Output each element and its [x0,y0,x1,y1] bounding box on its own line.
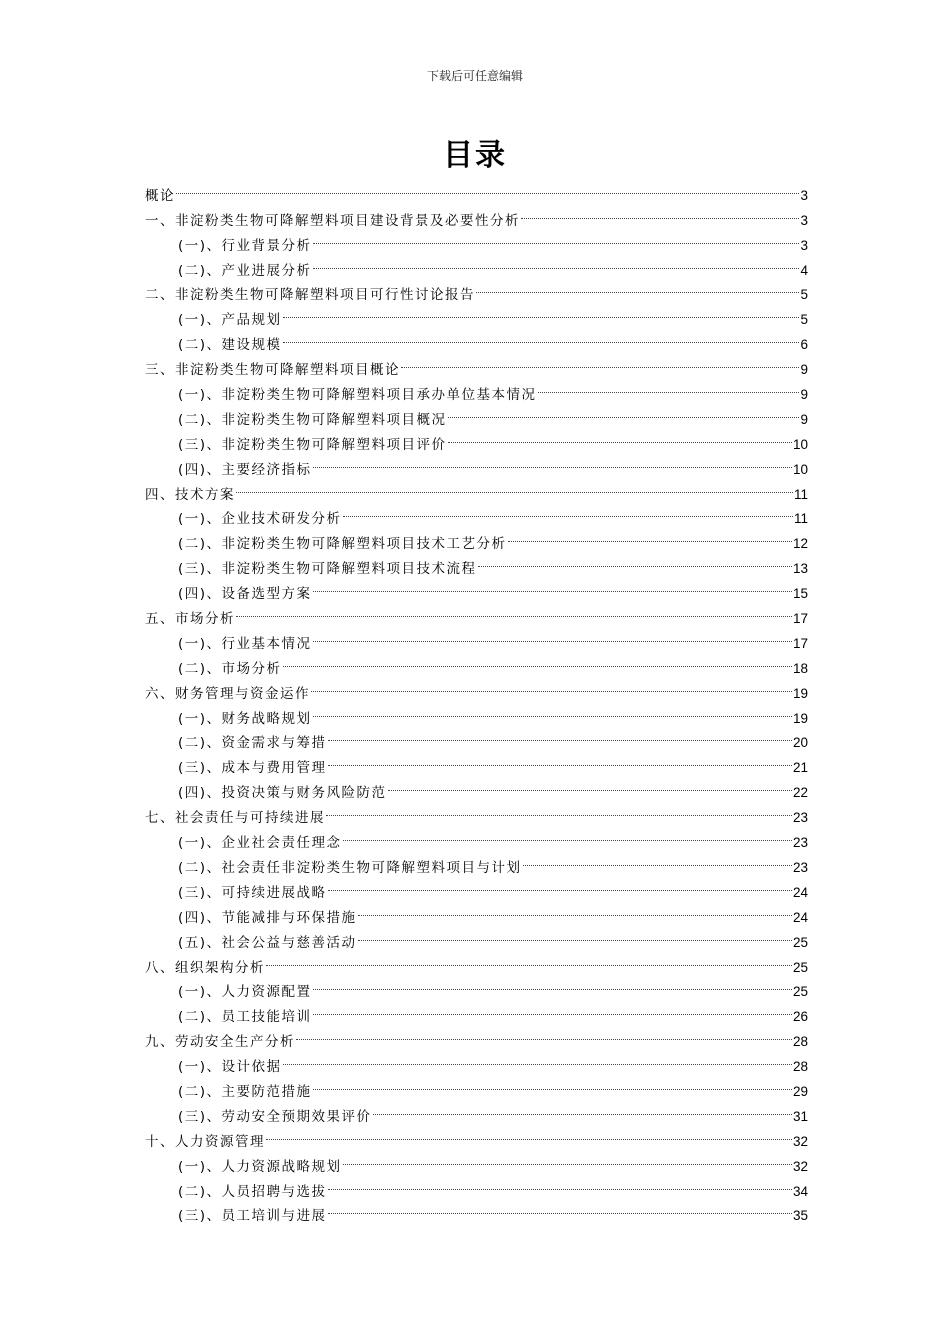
toc-entry-page-number: 9 [800,411,808,427]
toc-entry-page-number: 6 [800,337,808,353]
toc-dot-leader [313,989,792,1015]
toc-dot-leader [476,268,799,294]
toc-entry-label: (三)、可持续进展战略 [178,884,327,901]
toc-dot-leader [388,765,792,791]
toc-dot-leader [313,965,792,991]
toc-entry-page-number: 3 [800,212,808,228]
toc-entry-label: (二)、非淀粉类生物可降解塑料项目技术工艺分析 [178,536,507,553]
toc-dot-leader [508,516,792,542]
toc-dot-leader [358,890,792,916]
toc-dot-leader [313,442,792,468]
toc-dot-leader [283,641,792,667]
toc-dot-leader [328,865,792,891]
toc-entry-page-number: 19 [792,710,808,726]
toc-entry-label: 十、人力资源管理 [145,1133,265,1150]
page-header: 下载后可任意编辑 [426,69,523,83]
toc-dot-leader [521,193,799,219]
toc-dot-leader [313,218,800,244]
toc-entry-page-number: 28 [792,1059,808,1075]
toc-entry-label: (一)、产品规划 [178,312,282,329]
toc-dot-leader [266,940,792,966]
toc-entry-label: (二)、建设规模 [178,337,282,354]
toc-entry-page-number: 21 [792,760,808,776]
toc-entry-page-number: 35 [792,1208,808,1224]
table-of-contents [145,174,808,1225]
toc-entry-page-number: 5 [800,287,808,303]
toc-dot-leader [176,168,799,194]
toc-entry-label: (三)、劳动安全预期效果评价 [178,1108,372,1125]
toc-entry-label: 一、非淀粉类生物可降解塑料项目建设背景及必要性分析 [145,212,520,229]
toc-entry-label: (三)、成本与费用管理 [178,760,327,777]
toc-entry-page-number: 9 [800,387,808,403]
toc-entry-label: (二)、主要防范措施 [178,1083,312,1100]
toc-entry-page-number: 22 [792,785,808,801]
toc-entry-page-number: 9 [800,362,808,378]
toc-entry-page-number: 29 [792,1083,808,1099]
toc-dot-leader [283,1039,792,1065]
toc-entry-page-number: 23 [792,810,808,826]
toc-entry-page-number: 23 [792,835,808,851]
toc-entry-label: 二、非淀粉类生物可降解塑料项目可行性讨论报告 [145,287,475,304]
toc-entry-page-number: 10 [792,436,808,452]
toc-entry-label: (一)、设计依据 [178,1059,282,1076]
toc-entry-label: (一)、行业基本情况 [178,635,312,652]
toc-entry-page-number: 15 [792,586,808,602]
toc-entry-label: (四)、节能减排与环保措施 [178,909,357,926]
toc-entry-label: (一)、财务战略规划 [178,710,312,727]
toc-entry-label: (二)、资金需求与筹措 [178,735,327,752]
toc-dot-leader [448,392,800,418]
toc-entry-label: (二)、产业进展分析 [178,262,312,279]
toc-entry-page-number: 3 [800,237,808,253]
toc-dot-leader [283,317,800,343]
toc-entry-label: (四)、设备选型方案 [178,586,312,603]
toc-dot-leader [313,616,792,642]
toc-entry-page-number: 31 [792,1108,808,1124]
toc-entry-label: (一)、企业社会责任理念 [178,835,342,852]
toc-entry-label: 九、劳动安全生产分析 [145,1034,295,1051]
toc-dot-leader [313,691,792,717]
toc-dot-leader [343,492,793,518]
toc-entry-page-number: 17 [792,635,808,651]
toc-entry-label: (四)、主要经济指标 [178,461,312,478]
toc-entry-label: (五)、社会公益与慈善活动 [178,934,357,951]
toc-entry-label: (三)、员工培训与进展 [178,1208,327,1225]
toc-entry-page-number: 32 [792,1158,808,1174]
toc-dot-leader [311,666,792,692]
toc-dot-leader [328,1164,792,1190]
toc-entry-label: (四)、投资决策与财务风险防范 [178,785,387,802]
toc-entry-page-number: 13 [792,561,808,577]
toc-entry-label: (二)、市场分析 [178,660,282,677]
toc-dot-leader [326,790,792,816]
toc-dot-leader [343,1139,792,1165]
toc-dot-leader [313,566,792,592]
toc-entry-page-number: 17 [792,611,808,627]
toc-dot-leader [328,1189,792,1215]
toc-entry-page-number: 28 [792,1034,808,1050]
toc-dot-leader [328,740,792,766]
toc-entry-page-number: 3 [800,187,808,203]
toc-dot-leader [296,1014,792,1040]
toc-entry-label: (一)、人力资源战略规划 [178,1158,342,1175]
toc-dot-leader [313,243,800,269]
toc-entry-page-number: 34 [792,1183,808,1199]
toc-dot-leader [373,1089,792,1115]
toc-entry-page-number: 11 [793,511,808,527]
toc-dot-leader [236,591,792,617]
toc-entry-page-number: 24 [792,909,808,925]
toc-entry-label: 四、技术方案 [145,486,235,503]
toc-entry-label: (一)、企业技术研发分析 [178,511,342,528]
toc-entry-page-number: 32 [792,1133,808,1149]
toc-entry-label: 五、市场分析 [145,611,235,628]
toc-entry-page-number: 12 [792,536,808,552]
toc-entry-label: (一)、非淀粉类生物可降解塑料项目承办单位基本情况 [178,387,537,404]
toc-dot-leader [236,467,793,493]
toc-entry-label: (二)、员工技能培训 [178,1009,312,1026]
toc-dot-leader [266,1114,792,1140]
toc-entry-label: 概论 [145,187,175,204]
toc-entry-label: (二)、人员招聘与选拔 [178,1183,327,1200]
toc-entry-page-number: 26 [792,1009,808,1025]
toc-entry-label: (一)、人力资源配置 [178,984,312,1001]
toc-entry-page-number: 11 [793,486,808,502]
toc-entry-label: 七、社会责任与可持续进展 [145,810,325,827]
toc-entry-page-number: 25 [792,984,808,1000]
toc-entry-page-number: 19 [792,685,808,701]
toc-entry-page-number: 24 [792,884,808,900]
toc-dot-leader [478,541,792,567]
toc-dot-leader [313,1064,792,1090]
toc-entry-page-number: 25 [792,959,808,975]
toc-entry-label: (三)、非淀粉类生物可降解塑料项目评价 [178,436,447,453]
toc-dot-leader [401,342,799,368]
toc-entry-page-number: 23 [792,859,808,875]
toc-dot-leader [283,292,800,318]
toc-dot-leader [358,915,792,941]
toc-dot-leader [343,815,792,841]
toc-entry-label: (二)、社会责任非淀粉类生物可降解塑料项目与计划 [178,859,522,876]
toc-entry-label: 三、非淀粉类生物可降解塑料项目概论 [145,362,400,379]
toc-entry-label: (二)、非淀粉类生物可降解塑料项目概况 [178,411,447,428]
toc-entry-page-number: 18 [792,660,808,676]
toc-dot-leader [523,840,792,866]
toc-entry-label: (一)、行业背景分析 [178,237,312,254]
toc-entry-label: (三)、非淀粉类生物可降解塑料项目技术流程 [178,561,477,578]
toc-entry-label: 六、财务管理与资金运作 [145,685,310,702]
toc-entry-page-number: 5 [800,312,808,328]
toc-entry-page-number: 10 [792,461,808,477]
toc-dot-leader [328,716,792,742]
toc-entry-page-number: 4 [800,262,808,278]
page-title: 目录 [443,138,507,173]
toc-entry-page-number: 20 [792,735,808,751]
toc-dot-leader [448,417,792,443]
toc-entry-page-number: 25 [792,934,808,950]
toc-dot-leader [538,367,800,393]
toc-entry-label: 八、组织架构分析 [145,959,265,976]
